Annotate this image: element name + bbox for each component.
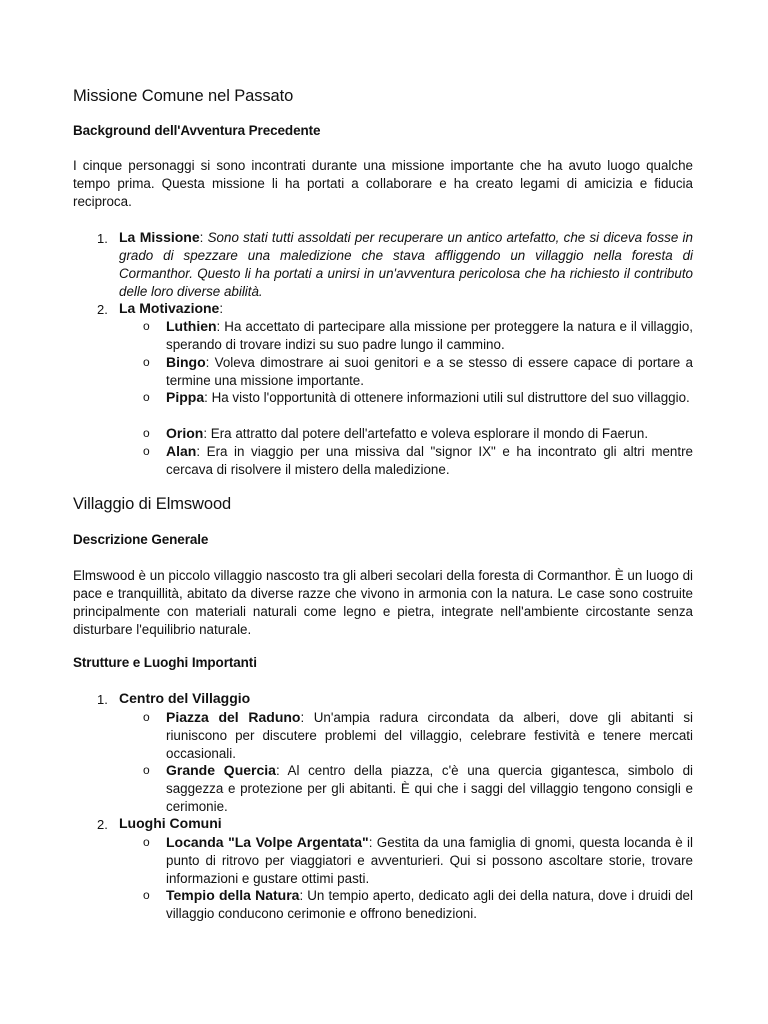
bullet-marker: o: [143, 835, 150, 849]
character-name: Luthien: [166, 318, 217, 334]
item-label: Centro del Villaggio: [119, 690, 251, 706]
list-item-place: [166, 886, 693, 923]
place-name: Locanda "La Volpe Argentata": [166, 834, 369, 850]
list-number: 2.: [97, 817, 108, 832]
list-number: 1.: [97, 692, 108, 707]
list-number: 2.: [97, 302, 108, 317]
character-name: Bingo: [166, 354, 206, 370]
item-label: La Motivazione: [119, 300, 220, 316]
character-text: : Ha visto l'opportunità di ottenere informazioni utili sul distruttore del suo villaggio.: [204, 390, 690, 405]
bullet-marker: o: [143, 355, 150, 369]
list-item-character: [166, 442, 693, 479]
character-text: : Ha accettato di partecipare alla missione per proteggere la natura e il villaggio, sperando di trovare indizi su suo padre lungo il cammino.: [166, 319, 693, 352]
list-item-mission: [119, 228, 693, 301]
bullet-marker: o: [143, 319, 150, 333]
section-title-village: Villaggio di Elmswood: [73, 495, 232, 513]
list-item-common-places: [119, 814, 693, 833]
list-item-character: [166, 424, 693, 443]
item-label: La Missione: [119, 229, 200, 245]
bullet-marker: o: [143, 888, 150, 902]
list-number: 1.: [97, 231, 108, 246]
subsection-title-background: Background dell'Avventura Precedente: [73, 123, 321, 138]
character-name: Alan: [166, 443, 197, 459]
place-text: : Gestita da una famiglia di gnomi, questa locanda è il punto di ritrovo per viaggiatori e avventurieri. Qui si possono ascoltare storie, trovare informazioni e gustare ottimi pasti.: [166, 835, 693, 886]
place-name: Grande Quercia: [166, 762, 276, 778]
character-text: : Voleva dimostrare ai suoi genitori e a se stesso di essere capace di portare a termine una missione importante.: [166, 355, 693, 388]
bullet-marker: o: [143, 426, 150, 440]
item-text: Sono stati tutti assoldati per recuperare un antico artefatto, che si diceva fosse in grado di spezzare una maledizione che stava affliggendo un villaggio nella foresta di Cormanthor. Questo li ha portati a unirsi in un'avventura pericolosa che ha richiesto il contributo delle loro diverse abilità.: [119, 230, 693, 299]
list-item-place: [166, 708, 693, 763]
item-separator: :: [219, 301, 224, 316]
subsection-title-description: Descrizione Generale: [73, 532, 209, 547]
bullet-marker: o: [143, 444, 150, 458]
list-item-character: [166, 353, 693, 390]
list-item-village-center: [119, 689, 693, 708]
place-name: Tempio della Natura: [166, 887, 300, 903]
place-text: : Un tempio aperto, dedicato agli dei della natura, dove i druidi del villaggio conducono cerimonie e offrono benedizioni.: [166, 888, 693, 921]
section-title-mission: Missione Comune nel Passato: [73, 87, 294, 105]
character-name: Pippa: [166, 389, 205, 405]
list-item-place: [166, 833, 693, 888]
bullet-marker: o: [143, 763, 150, 777]
character-name: Orion: [166, 425, 204, 441]
place-name: Piazza del Raduno: [166, 709, 301, 725]
bullet-marker: o: [143, 390, 150, 404]
list-item-character: [166, 388, 693, 407]
character-text: : Era attratto dal potere dell'artefatto e voleva esplorare il mondo di Faerun.: [203, 426, 649, 441]
item-separator: :: [199, 230, 208, 245]
list-item-character: [166, 317, 693, 354]
character-text: : Era in viaggio per una missiva dal "signor IX" e ha incontrato gli altri mentre cercava di risolvere il mistero della maledizione.: [166, 444, 693, 477]
subsection-title-places: Strutture e Luoghi Importanti: [73, 655, 257, 670]
place-text: : Al centro della piazza, c'è una quercia gigantesca, simbolo di saggezza e protezione per gli abitanti. È qui che i saggi del villaggio tengono consigli e cerimonie.: [166, 763, 693, 814]
place-text: : Un'ampia radura circondata da alberi, dove gli abitanti si riuniscono per discutere problemi del villaggio, celebrare festività e tenere mercati occasionali.: [166, 710, 693, 761]
item-label: Luoghi Comuni: [119, 815, 222, 831]
bullet-marker: o: [143, 710, 150, 724]
list-item-place: [166, 761, 693, 816]
intro-paragraph: I cinque personaggi si sono incontrati durante una missione importante che ha avuto luogo qualche tempo prima. Questa missione li ha portati a collaborare e ha creato legami di amicizia e fiducia reciproca.: [73, 158, 693, 209]
description-paragraph: Elmswood è un piccolo villaggio nascosto tra gli alberi secolari della foresta di Cormanthor. È un luogo di pace e tranquillità, abitato da diverse razze che vivono in armonia con la natura. Le case sono costruite principalmente con materiali naturali come legno e pietra, integrate nell'ambiente circostante senza disturbare l'equilibrio naturale.: [73, 568, 693, 637]
list-item-motivation: [119, 299, 693, 318]
